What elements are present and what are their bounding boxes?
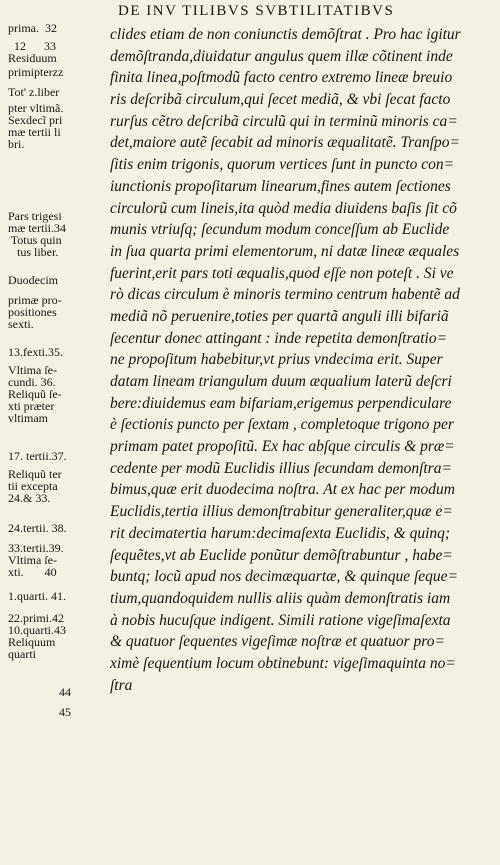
text-line: mediã nõ peruenire,toties per quartã anguli illi bifariã bbox=[110, 307, 449, 325]
text-line: cedente per modũ Euclidis illius ſecundam demonſtra= bbox=[110, 459, 452, 477]
text-line: ſecentur donec attingant : inde repetita demonſtratio= bbox=[110, 329, 448, 347]
margin-note: Pars trigesi mæ tertii.34 Totus quin tus liber. bbox=[8, 209, 66, 259]
text-line: finita linea,poſtmodũ facto centro extremo lineæ breuio bbox=[110, 69, 453, 87]
text-line: rurſus cẽtro deſcribã circulũ qui in terminũ minoris ca= bbox=[110, 112, 458, 130]
text-line: iunctionis propoſitarum linearum,fines autem ſectiones bbox=[110, 177, 451, 195]
text-line: è ſectionis puncto per ſextam , completoque trigono per bbox=[110, 416, 454, 434]
text-line: bere:diuidemus eam bifariam,erigemus perpendiculare bbox=[110, 394, 452, 412]
margin-note: 24.tertii. 38. bbox=[8, 521, 67, 535]
text-line: rit decimatertia harum:decimaſexta Euclidis, & quinq; bbox=[110, 524, 451, 542]
text-line: buntq; locũ apud nos decimæquartæ, & quinque ſeque= bbox=[110, 568, 458, 586]
margin-note: Reliquũ ter tii excepta 24.& 33. bbox=[8, 467, 62, 505]
margin-note: primæ pro- positiones sexti. bbox=[8, 293, 62, 331]
text-line: datam lineam triangulum duum æqualium laterũ deſcri bbox=[110, 373, 452, 390]
margin-note: 33.tertii.39. Vltima ſe- xti. 40 bbox=[8, 541, 64, 579]
margin-note: 12 33 Residuum bbox=[8, 39, 57, 65]
text-line: fuerint,erit pars toti æqualis,quod eſſe non poteſt . Si ve bbox=[110, 264, 454, 282]
text-line: rò dicas circulum è minoris termino centrum habentẽ ad bbox=[110, 286, 460, 304]
margin-note: 1.quarti. 41. bbox=[8, 589, 66, 603]
margin-note: 44 bbox=[8, 685, 71, 699]
text-line: det,maiore autẽ ſecabit ad minoris æqualitatẽ. Tranſpo= bbox=[110, 134, 461, 152]
text-line: ne propoſitum habebitur,vt prius vndecima erit. Super bbox=[110, 351, 443, 369]
text-line: & quatuor ſequentes vigeſimæ noſtræ et quatuor pro= bbox=[110, 633, 445, 651]
margin-note: 45 bbox=[8, 705, 71, 719]
text-line: tium,quandoquidem nullis aliis quàm demonſtratis iam bbox=[110, 589, 451, 607]
running-header: DE INV TILIBVS SVBTILITATIBVS bbox=[118, 3, 395, 19]
text-line: ſitis enim trigonis, quorum vertices ſunt in puncto con= bbox=[110, 156, 455, 174]
text-line: munis vtriuſq; ſecundum modum conceſſum ab Euclide bbox=[110, 221, 450, 239]
text-line: circulorũ cum lineis,ita quòd media diuidens baſis ſit cõ bbox=[110, 199, 457, 217]
margin-note: prima. 32 bbox=[8, 21, 57, 35]
margin-note: primipterzz bbox=[8, 65, 64, 79]
margin-note: pter vltimã. Sexdecĩ pri mæ tertii li bri. bbox=[8, 101, 64, 151]
text-line: ſequẽtes,vt ab Euclide ponũtur demõſtrabuntur , habe= bbox=[110, 546, 453, 564]
text-line: in ſua quarta primi elementorum, ni datæ lineæ æquales bbox=[110, 242, 460, 260]
text-line: à nobis hucuſque indigent. Simili ratione vigeſimaſexta bbox=[110, 611, 451, 629]
text-line: clides etiam de non coniunctis demõſtrat . Pro hac igitur bbox=[110, 26, 461, 43]
margin-note: 22.primi.42 10.quarti.43 Reliquum quarti bbox=[8, 611, 66, 661]
text-line: ximè ſequentium locum obtinebunt: vigeſimaquinta no= bbox=[110, 654, 456, 672]
text-line: bimus,quæ erit duodecima noſtra. At ex hac per modum bbox=[110, 481, 455, 499]
margin-note: 13.fexti.35. bbox=[8, 345, 63, 359]
body-text bbox=[110, 24, 485, 696]
margin-note: Duodecim bbox=[8, 273, 58, 287]
text-line: Euclidis,tertia illius demonſtrabitur generaliter,quæ e= bbox=[110, 503, 453, 521]
margin-note: Vltima ſe- cundi. 36. Reliquũ ſe- xti præter vltimam bbox=[8, 363, 62, 425]
text-line: ris deſcribã circulum,qui ſecet mediã, & vbi ſecat facto bbox=[110, 91, 451, 109]
text-line: ſtra bbox=[110, 676, 133, 694]
text-line: primam patet propoſitũ. Ex hac abſque circulis & præ= bbox=[110, 438, 455, 456]
text-line: demõſtranda,diuidatur angulus quem illæ cõtinent inde bbox=[110, 47, 453, 65]
margin-note: Tot' z.liber bbox=[8, 85, 60, 99]
margin-note: 17. tertii.37. bbox=[8, 449, 67, 463]
